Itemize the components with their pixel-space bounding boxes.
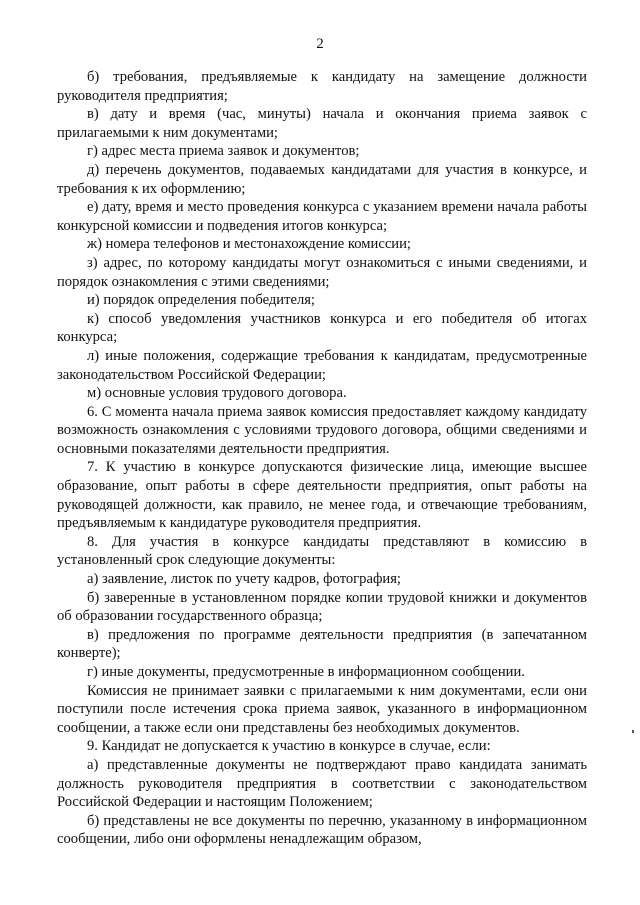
scan-speck <box>632 730 634 733</box>
clause-8: 8. Для участия в конкурсе кандидаты представляют в комиссию в установленный срок следующие документы: <box>57 533 587 569</box>
clause-8-rejection-note: Комиссия не принимает заявки с прилагаемыми к ним документами, если они поступили после истечения срока приема заявок, указанного в информационном сообщении, а также если они представлены без необходимых документов. <box>57 682 587 736</box>
clause-8-item-v: в) предложения по программе деятельности предприятия (в запечатанном конверте); <box>57 626 587 662</box>
list-item-b-requirements: б) требования, предъявляемые к кандидату на замещение должности руководителя предприятия; <box>57 69 587 104</box>
list-item-l-other-provisions: л) иные положения, содержащие требования к кандидатам, предусмотренные законодательством Российской Федерации; <box>57 347 587 383</box>
list-item-m-contract-terms: м) основные условия трудового договора. <box>87 385 347 402</box>
clause-8-item-g: г) иные документы, предусмотренные в информационном сообщении. <box>87 664 525 680</box>
clause-6: 6. С момента начала приема заявок комиссия предоставляет каждому кандидату возможность ознакомления с условиями трудового договора, общими сведениями и основными показателями деятельности предприятия. <box>57 403 587 457</box>
list-item-zh-phones: ж) номера телефонов и местонахождение комиссии; <box>87 236 411 253</box>
clause-7: 7. К участию в конкурсе допускаются физические лица, имеющие высшее образование, опыт работы в сфере деятельности предприятия, опыт работы на руководящей должности, как правило, не менее года, и отвечающие требованиям, предъявляемым к кандидатуре руководителя предприятия. <box>57 459 587 532</box>
document-body <box>57 68 587 849</box>
page-number: 2 <box>316 36 324 52</box>
list-item-d-documents: д) перечень документов, подаваемых кандидатами для участия в конкурсе, и требования к их оформлению; <box>57 161 587 197</box>
clause-8-item-b: б) заверенные в установленном порядке копии трудовой книжки и документов об образовании государственного образца; <box>57 589 587 625</box>
clause-9-item-a: а) представленные документы не подтверждают право кандидата занимать должность руководителя предприятия в соответствии с законодательством Российской Федерации и настоящим Положением; <box>57 756 587 811</box>
list-item-i-winner-procedure: и) порядок определения победителя; <box>87 292 315 309</box>
clause-9-item-b: б) представлены не все документы по перечню, указанному в информационном сообщении, либо они оформлены ненадлежащим образом, <box>57 812 587 848</box>
list-item-z-other-info: з) адрес, по которому кандидаты могут ознакомиться с иными сведениями, и порядок ознакомления с этими сведениями; <box>57 254 587 290</box>
list-item-v-date-time: в) дату и время (час, минуты) начала и окончания приема заявок с прилагаемыми к ним документами; <box>57 106 587 141</box>
list-item-k-notification: к) способ уведомления участников конкурса и его победителя об итогах конкурса; <box>57 310 587 346</box>
clause-8-item-a: а) заявление, листок по учету кадров, фотография; <box>87 571 401 588</box>
list-item-e-contest-time-place: е) дату, время и место проведения конкурса с указанием времени начала работы конкурсной комиссии и подведения итогов конкурса; <box>57 199 587 234</box>
clause-9: 9. Кандидат не допускается к участию в конкурсе в случае, если: <box>87 738 491 755</box>
list-item-g-address: г) адрес места приема заявок и документов; <box>87 143 360 160</box>
